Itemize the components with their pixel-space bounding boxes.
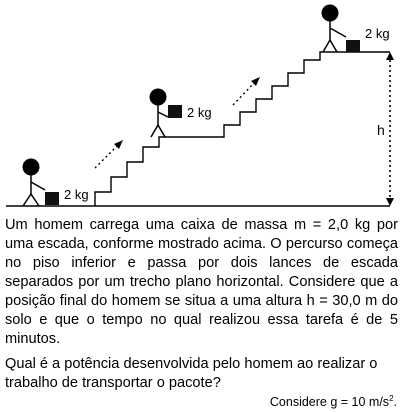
box-middle [168, 105, 182, 118]
box-label-top: 2 kg [365, 26, 390, 41]
box-label-middle: 2 kg [187, 105, 212, 120]
motion-arrow-2-icon [251, 77, 260, 86]
box-top [346, 40, 360, 52]
given-note-text: Considere g = 10 m/s [269, 395, 390, 409]
height-arrow-up-icon [386, 52, 394, 60]
question-statement: Qual é a potência desenvolvida pelo homem ao realizar o trabalho de transportar o pacote? [5, 356, 378, 391]
problem-statement: Um homem carrega uma caixa de massa m = 2,0 kg por uma escada, conforme mostrado acima. O percurso começa no piso inferior e passa por dois lances de escada separados por um trecho plano horizontal. Considere que a posição final do homem se situa a uma altura h = 30,0 m do solo e que o tempo no qual realizou essa tarefa é de 5 minutos. [5, 217, 398, 347]
motion-arrow-2-line [233, 82, 255, 105]
height-arrow-down-icon [386, 198, 394, 206]
given-note-end: . [393, 395, 397, 409]
box-label-bottom: 2 kg [64, 187, 89, 202]
given-note-exponent: 2 [389, 393, 394, 403]
box-bottom [45, 192, 59, 205]
height-label: h [377, 122, 385, 138]
staircase [95, 52, 390, 206]
motion-arrow-1-line [95, 145, 118, 168]
motion-arrow-1-icon [114, 140, 123, 149]
given-gravity-note [270, 394, 397, 410]
man-figure-top [322, 5, 347, 53]
man-figure-middle [150, 89, 169, 138]
man-figure-bottom [23, 159, 46, 207]
